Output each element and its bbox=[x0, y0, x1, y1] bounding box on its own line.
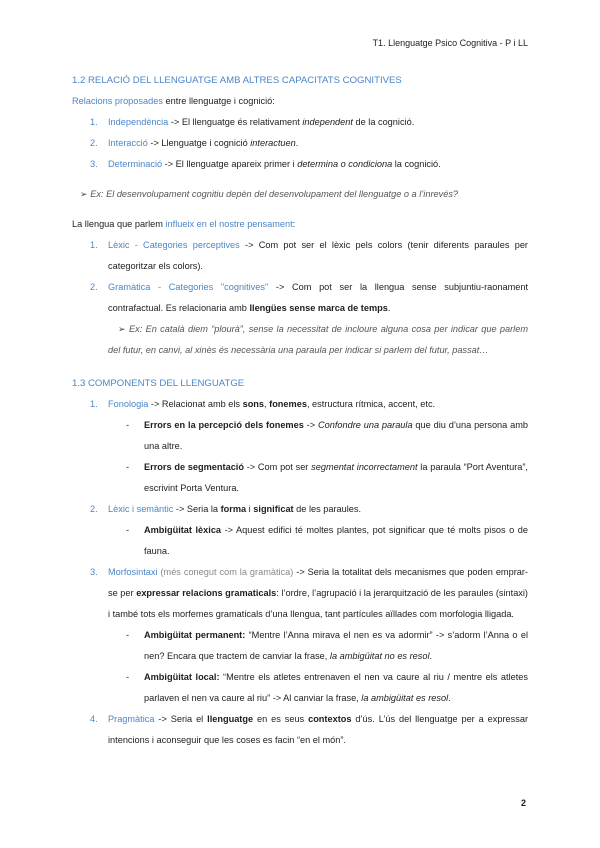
list-item-morfosintaxi: 3. Morfosintaxi (més conegut com la gramàtica) -> Seria la totalitat dels mecanismes que poden emprar-se per expressar relacions gramaticals: l’ordre, l’agrupació i la jerarquització de les paraules (sintaxi) i també tots els morfemes gramaticals d’una llengua, tant partícules aïllades com morfologia lligada. bbox=[90, 567, 528, 619]
page-number: 2 bbox=[520, 798, 526, 808]
sub-item: - Ambigüitat local: “Mentre els atletes entrenaven el nen va caure al riu / mentre els atletes parlaven el nen va caure al riu” -> Al canviar la frase, la ambigüitat es resol. bbox=[126, 672, 528, 703]
list-item: 3. Determinació -> El llenguatge apareix primer i determina o condiciona la cognició. bbox=[90, 159, 441, 169]
sub-item: - Ambigüitat lèxica -> Aquest edifici té moltes plantes, pot significar que té molts pisos o de fauna. bbox=[126, 525, 528, 556]
sub-item: - Errors en la percepció dels fonemes -> Confondre una paraula que diu d’una persona amb una altre. bbox=[126, 420, 529, 451]
running-header: T1. Llenguatge Psico Cognitiva - P i LL bbox=[372, 38, 528, 48]
example-note: ➢ Ex: En català diem “plourà”, sense la necessitat de incloure alguna cosa per indicar que parlem del futur, en canvi, al xinès és necessària una paraula per indicar si parlem del futur, passat… bbox=[108, 324, 528, 355]
example-note: ➢ Ex: El desenvolupament cognitiu depèn del desenvolupament del llenguatge o a l’inrevés? bbox=[80, 189, 459, 199]
list-item: 2. Interacció -> Llenguatge i cognició interactuen. bbox=[90, 138, 299, 148]
influence-intro: La llengua que parlem influeix en el nostre pensament: bbox=[72, 219, 296, 229]
section-heading-1-3: 1.3 COMPONENTS DEL LLENGUATGE bbox=[72, 378, 245, 389]
sub-item: - Ambigüitat permanent: “Mentre l’Anna mirava el nen es va adormir” -> s’adorm l’Anna o el nen? Encara que tractem de canviar la frase, la ambigüitat no es resol. bbox=[126, 630, 528, 661]
list-item: 1. Independència -> El llenguatge és relativament independent de la cognició. bbox=[90, 117, 415, 127]
arrow-bullet-icon: ➢ bbox=[80, 189, 88, 199]
list-item: 1. Lèxic - Categories perceptives -> Com pot ser el lèxic pels colors (tenir diferents paraules per categoritzar els colors). bbox=[90, 240, 528, 271]
section-heading-1-2: 1.2 RELACIÓ DEL LLENGUATGE AMB ALTRES CAPACITATS COGNITIVES bbox=[72, 75, 402, 86]
list-item-fonologia: 1. Fonologia -> Relacionat amb els sons, fonemes, estructura rítmica, accent, etc. bbox=[90, 399, 436, 409]
relations-intro: Relacions proposades entre llenguatge i cognició: bbox=[72, 96, 275, 106]
list-item-pragmatica: 4. Pragmàtica -> Seria el llenguatge en es seus contextos d’ús. L’ús del llenguatge per a expressar intencions i aconseguir que les coses es facin “en el món”. bbox=[90, 714, 529, 745]
list-item-lexic: 2. Lèxic i semàntic -> Seria la forma i significat de les paraules. bbox=[90, 504, 362, 514]
page-content bbox=[72, 70, 528, 751]
sub-item: - Errors de segmentació -> Com pot ser segmentat incorrectament la paraula “Port Aventura”, escrivint Porta Ventura. bbox=[126, 462, 528, 493]
list-item: 2. Gramàtica - Categories "cognitives" -> Com pot ser la llengua sense subjuntiu-raonament contrafactual. Es relacionaria amb llengües sense marca de temps. bbox=[90, 282, 528, 313]
arrow-bullet-icon: ➢ bbox=[118, 324, 126, 334]
